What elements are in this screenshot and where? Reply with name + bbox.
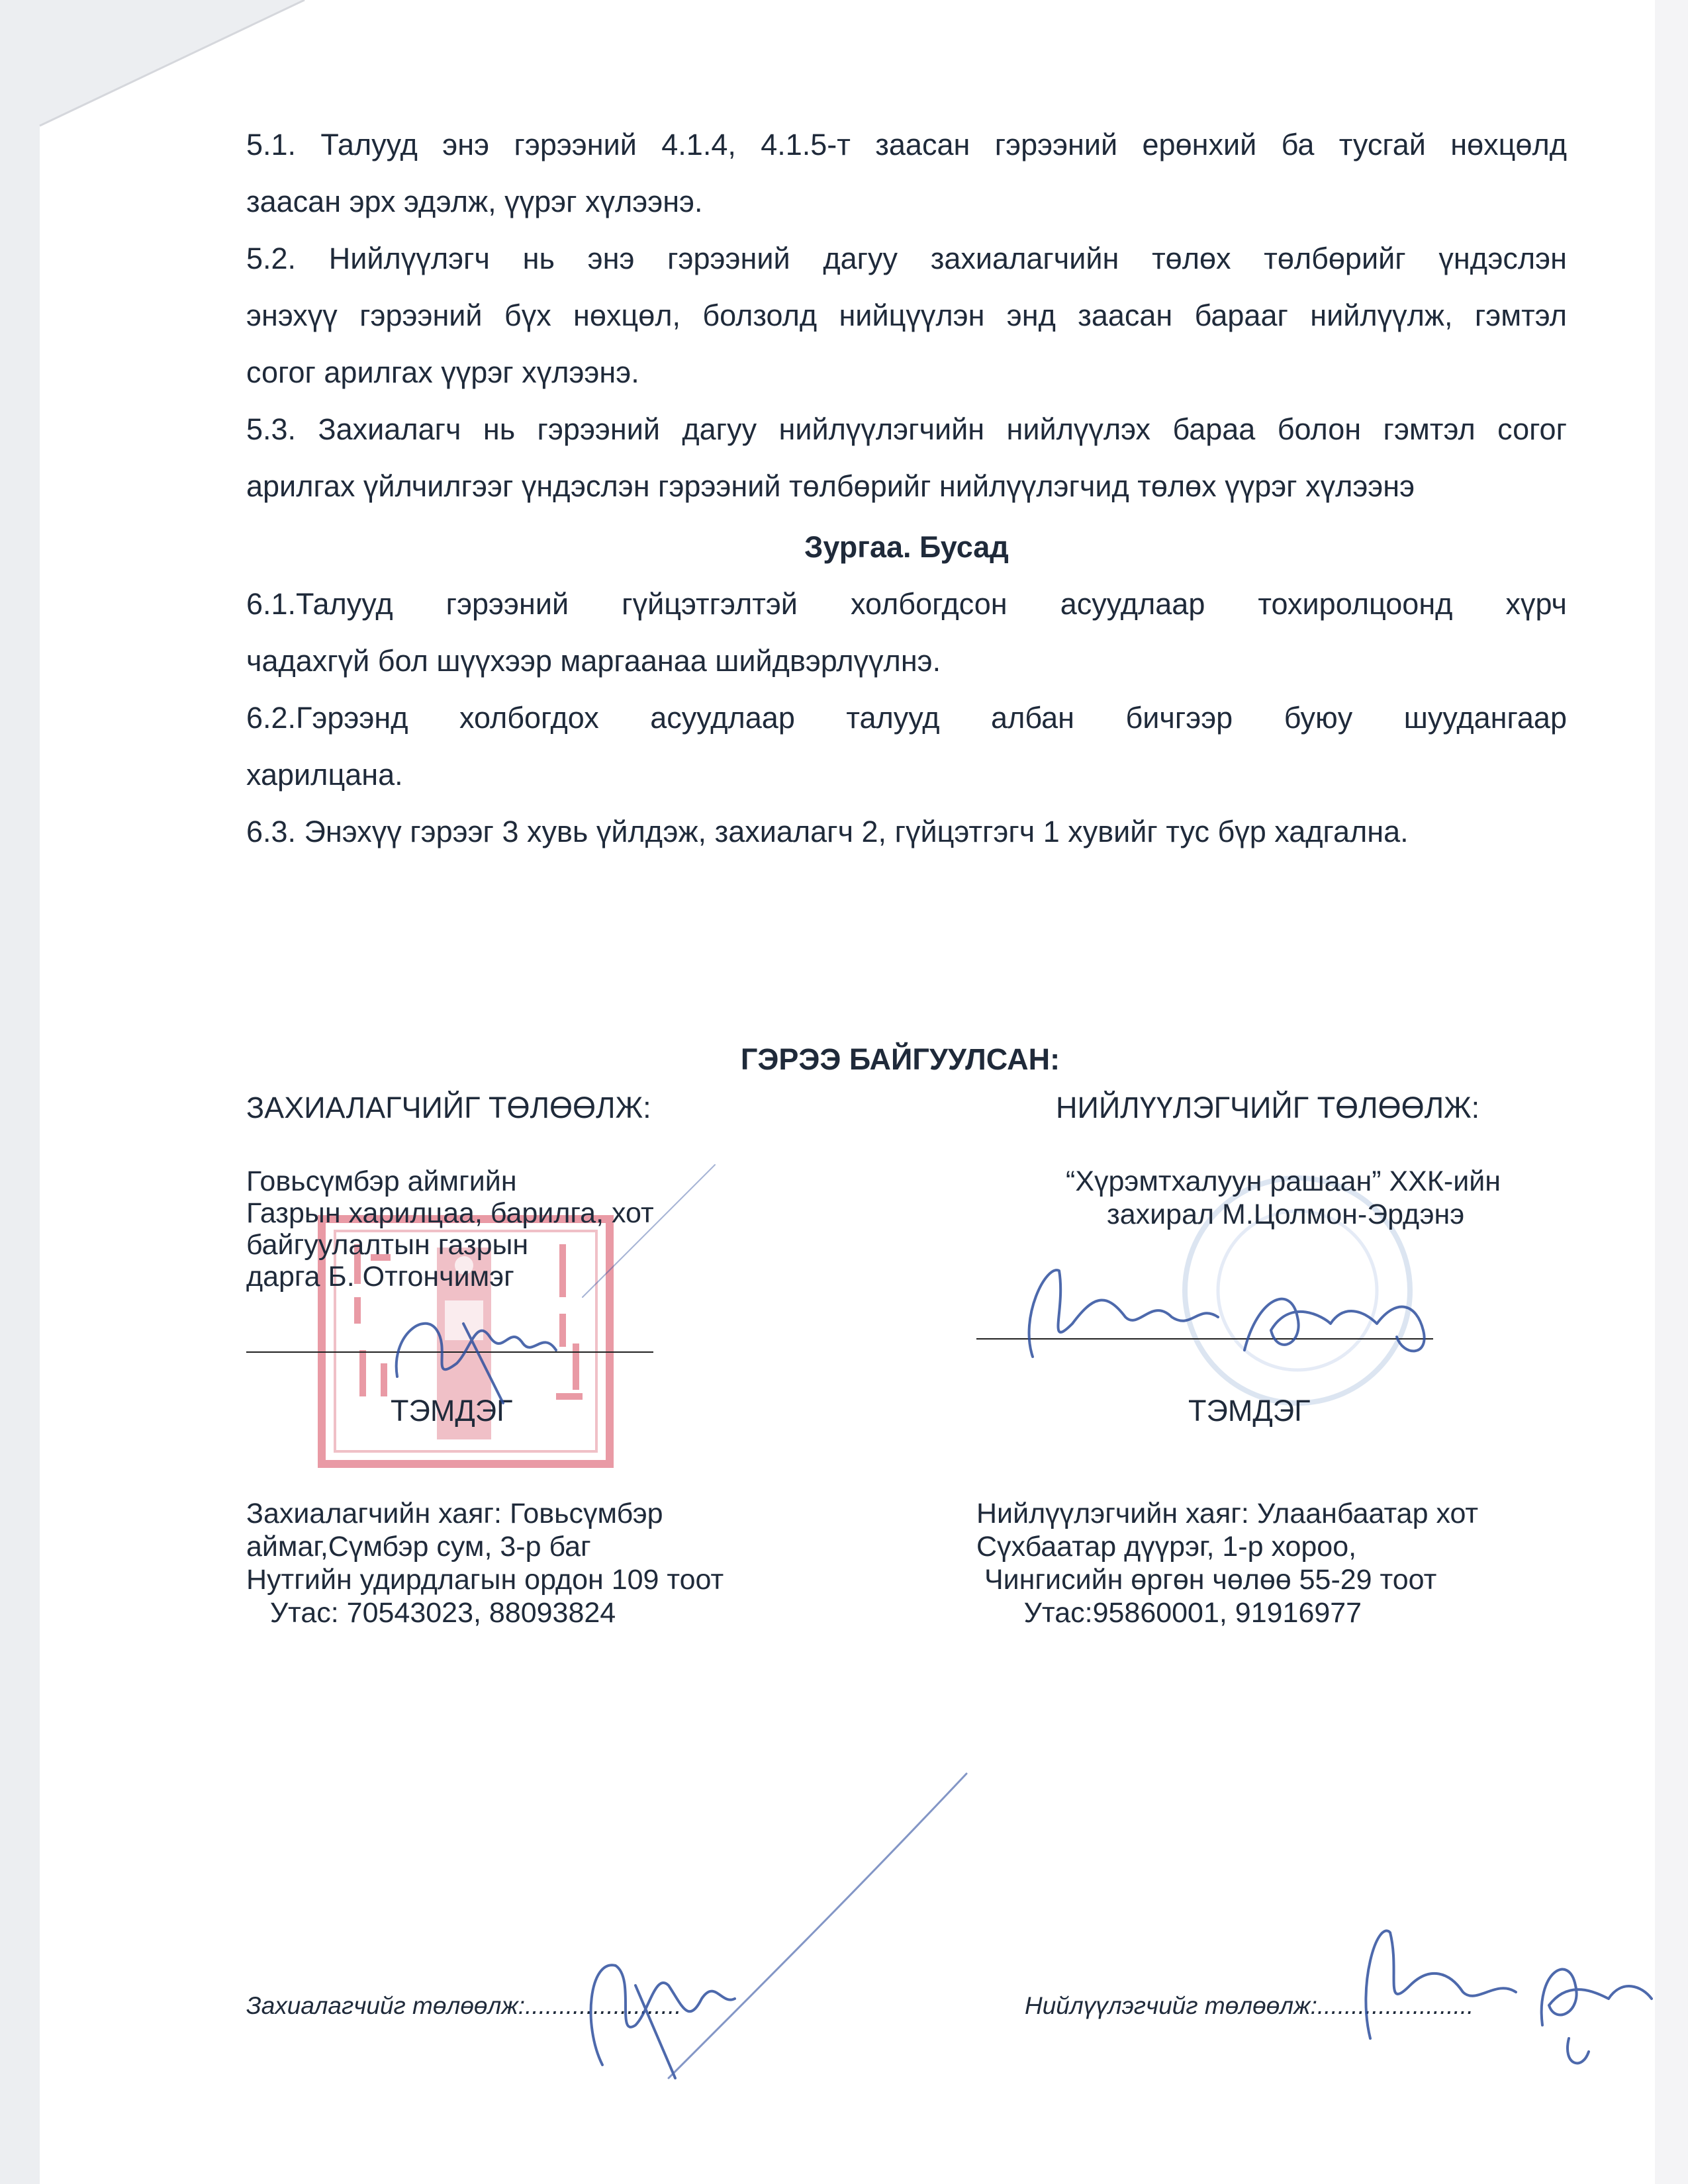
customer-signature [397,1324,556,1403]
customer-address-line: Нутгийн удирдлагын ордон 109 тоот [246,1564,724,1596]
clause-line: 6.3. Энэхүү гэрээг 3 хувь үйлдэж, захиалагч 2, гүйцэтгэгч 1 хувийг тус бүр хадгална. [246,815,1409,848]
customer-address-line: аймаг,Сүмбэр сум, 3-р баг [246,1531,591,1563]
supplier-signature [1029,1270,1425,1357]
supplier-address-line: Утас:95860001, 91916977 [976,1597,1362,1629]
supplier-header: НИЙЛҮҮЛЭГЧИЙГ ТӨЛӨӨЛЖ: [1056,1091,1480,1124]
supplier-address-line: Нийлүүлэгчийн хаяг: Улаанбаатар хот [976,1498,1479,1529]
customer-address-line: Захиалагчийн хаяг: Говьсүмбэр [246,1498,663,1529]
footer-supplier-rep: Нийлүүлэгчийг төлөөлж:....................... [1025,1992,1474,2019]
customer-address-line: Утас: 70543023, 88093824 [246,1597,616,1629]
clause-line: 6.1.Талууд гэрээний гүйцэтгэлтэй холбогдсон асуудлаар тохиролцоонд хүрч [246,587,1567,621]
customer-name-line: Говьсүмбэр аймгийн [246,1165,517,1197]
customer-name-line: дарга Б. Отгончимэг [246,1261,514,1293]
clause-line: 5.1. Талууд энэ гэрээний 4.1.4, 4.1.5-т заасан гэрээний ерөнхий ба тусгай нөхцөлд [246,128,1567,161]
signing-title: ГЭРЭЭ БАЙГУУЛСАН: [740,1042,1060,1076]
supplier-name-line: “Хүрэмтхалуун рашаан” ХХК-ийн [1066,1165,1501,1197]
clause-line: заасан эрх эдэлж, үүрэг хүлээнэ. [246,185,703,218]
clause-line: энэхүү гэрээний бүх нөхцөл, болзолд нийцүүлэн энд заасан барааг нийлүүлж, гэмтэл [246,298,1567,332]
clause-line: арилгах үйлчилгээг үндэслэн гэрээний төлбөрийг нийлүүлэгчид төлөх үүрэг хүлээнэ [246,469,1415,503]
supplier-stamp-label: ТЭМДЭГ [1188,1394,1311,1428]
customer-stamp-label: ТЭМДЭГ [391,1394,513,1428]
clause-line: согог арилгах үүрэг хүлээнэ. [246,355,639,389]
supplier-address-line: Чингисийн өргөн чөлөө 55-29 тоот [976,1564,1437,1596]
footer-customer-rep: Захиалагчийг төлөөлж:....................... [246,1992,682,2019]
clause-line: 5.3. Захиалагч нь гэрээний дагуу нийлүүлэгчийн нийлүүлэх бараа болон гэмтэл согог [246,412,1567,446]
section-heading: Зургаа. Бусад [804,530,1009,564]
clause-line: 6.2.Гэрээнд холбогдох асуудлаар талууд албан бичгээр буюу шуудангаар [246,701,1567,735]
clause-line: чадахгүй бол шүүхээр маргаанаа шийдвэрлүүлнэ. [246,644,941,678]
customer-name-line: Газрын харилцаа, барилга, хот [246,1197,654,1229]
footer-customer-signature [591,1965,735,2078]
supplier-name-line: захирал М.Цолмон-Эрдэнэ [1107,1199,1465,1230]
supplier-address-line: Сүхбаатар дүүрэг, 1-р хороо, [976,1531,1357,1563]
customer-header: ЗАХИАЛАГЧИЙГ ТӨЛӨӨЛЖ: [246,1091,651,1124]
clause-line: 5.2. Нийлүүлэгч нь энэ гэрээний дагуу захиалагчийн төлөх төлбөрийг үндэслэн [246,242,1567,275]
customer-name-line: байгуулалтын газрын [246,1229,529,1261]
clause-line: харилцана. [246,758,403,792]
footer-supplier-signature [1366,1931,1652,2063]
